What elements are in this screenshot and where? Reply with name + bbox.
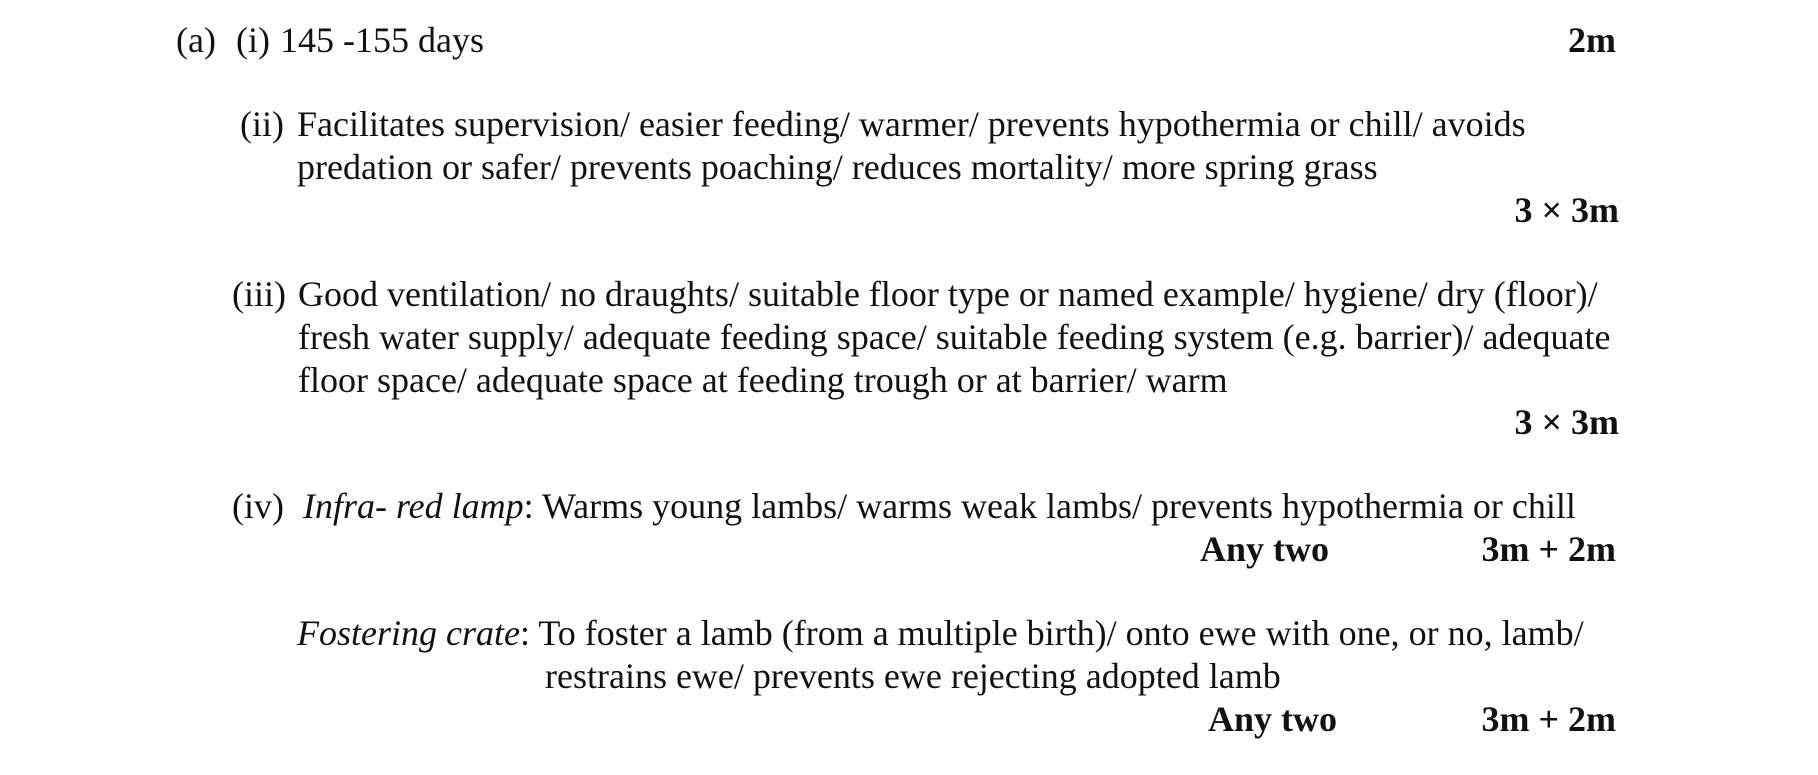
item-iii-label: (iii) bbox=[232, 274, 286, 314]
infra-red-lamp-text: Warms young lambs/ warms weak lambs/ prevents hypothermia or chill bbox=[533, 486, 1576, 526]
item-ii-line-2: predation or safer/ prevents poaching/ reduces mortality/ more spring grass bbox=[297, 147, 1378, 187]
item-iii-line-3: floor space/ adequate space at feeding trough or at barrier/ warm bbox=[298, 360, 1228, 400]
infra-red-lamp-colon: : bbox=[523, 486, 534, 526]
fostering-crate-term: Fostering crate bbox=[297, 613, 520, 653]
item-i-answer: 145 -155 days bbox=[280, 20, 484, 60]
item-ii-label: (ii) bbox=[240, 104, 284, 144]
fostering-crate-line-1 bbox=[297, 612, 1584, 655]
fostering-crate-any-two: Any two bbox=[1208, 699, 1338, 739]
part-a-label: (a) bbox=[176, 20, 216, 60]
item-ii-line-1: Facilitates supervision/ easier feeding/ warmer/ prevents hypothermia or chill/ avoids bbox=[297, 104, 1526, 144]
item-iii-line-2: fresh water supply/ adequate feeding space/ suitable feeding system (e.g. barrier)/ adequate bbox=[298, 317, 1611, 357]
item-i-marks: 2m bbox=[1568, 20, 1616, 60]
fostering-crate-marks: 3m + 2m bbox=[1481, 699, 1616, 739]
fostering-crate-colon: : bbox=[519, 613, 530, 653]
infra-red-lamp-term: Infra- red lamp bbox=[303, 486, 524, 526]
item-iii-marks: 3 × 3m bbox=[1514, 402, 1619, 442]
item-ii-marks: 3 × 3m bbox=[1514, 190, 1619, 230]
fostering-crate-line-2: restrains ewe/ prevents ewe rejecting adopted lamb bbox=[545, 656, 1281, 696]
infra-red-lamp-any-two: Any two bbox=[1200, 529, 1330, 569]
item-iv-label: (iv) bbox=[232, 486, 284, 526]
item-i-label: (i) bbox=[236, 20, 270, 60]
item-iii-line-1: Good ventilation/ no draughts/ suitable floor type or named example/ hygiene/ dry (floor)/ bbox=[298, 274, 1598, 314]
fostering-crate-text: To foster a lamb (from a multiple birth)/ onto ewe with one, or no, lamb/ bbox=[529, 613, 1584, 653]
infra-red-lamp-line bbox=[303, 485, 1576, 528]
infra-red-lamp-marks: 3m + 2m bbox=[1481, 529, 1616, 569]
